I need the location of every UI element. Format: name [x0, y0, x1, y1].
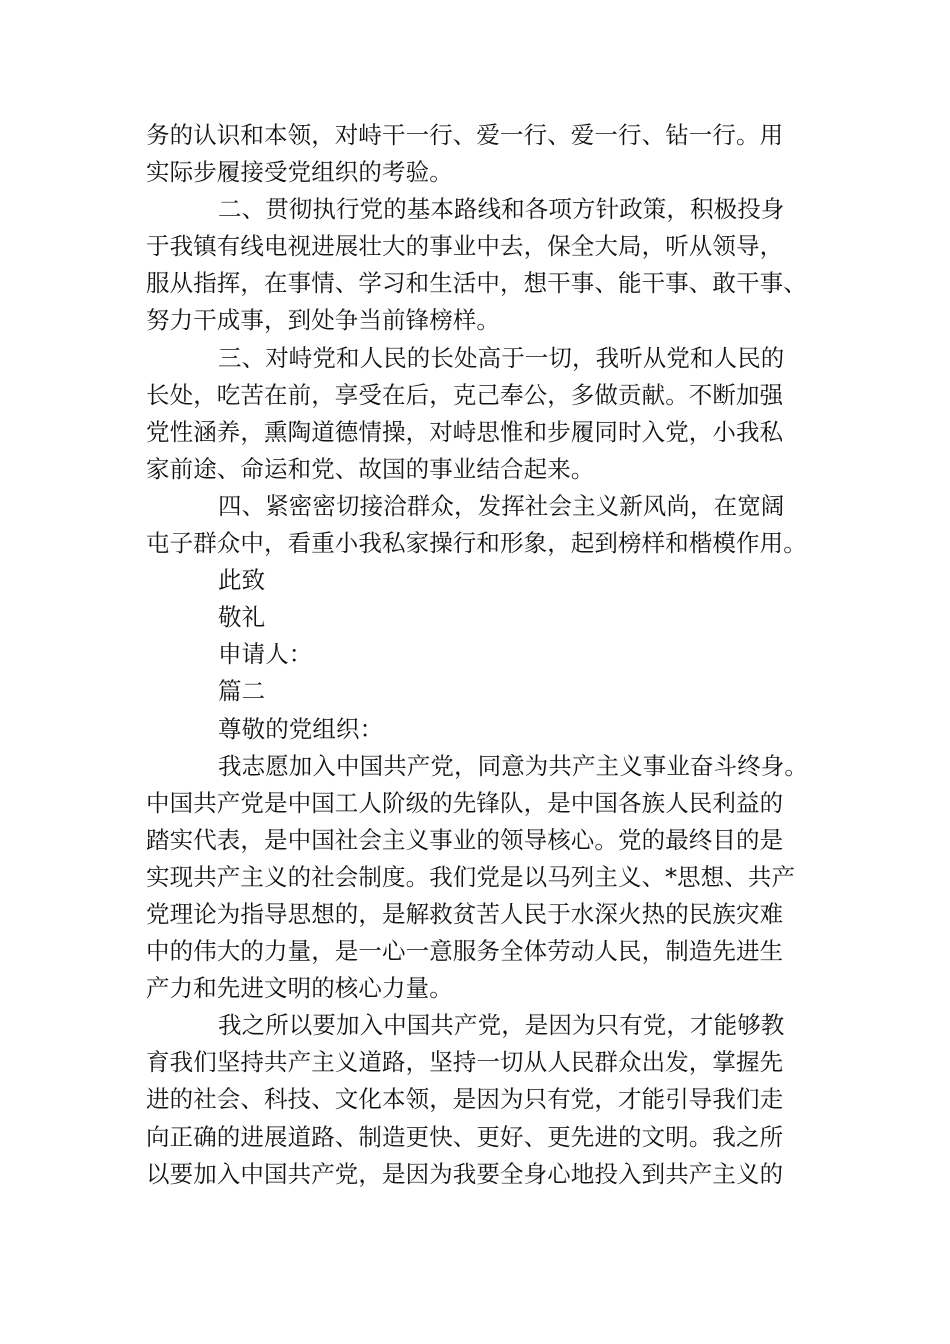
salutation-line: 敬礼	[218, 603, 266, 632]
text-line: 党理论为指导思想的，是解救贫苦人民于水深火热的民族灾难	[146, 899, 784, 928]
text-line: 中的伟大的力量，是一心一意服务全体劳动人民，制造先进生	[146, 937, 784, 966]
text-line: 家前途、命运和党、故国的事业结合起来。	[146, 454, 595, 483]
paragraph-start: 四、紧密密切接洽群众，发挥社会主义新风尚，在宽阔	[218, 491, 785, 520]
applicant-line: 申请人：	[218, 640, 313, 669]
paragraph-start: 三、对峙党和人民的长处高于一切，我听从党和人民的	[218, 343, 785, 372]
text-line: 育我们坚持共产主义道路，坚持一切从人民群众出发，掌握先	[146, 1048, 784, 1077]
text-line: 踏实代表，是中国社会主义事业的领导核心。党的最终目的是	[146, 825, 784, 854]
text-line: 中国共产党是中国工人阶级的先锋队，是中国各族人民利益的	[146, 788, 784, 817]
greeting-line: 尊敬的党组织：	[218, 714, 384, 743]
text-line: 于我镇有线电视进展壮大的事业中去，保全大局，听从领导，	[146, 232, 784, 261]
text-line: 产力和先进文明的核心力量。	[146, 974, 453, 1003]
section-heading: 篇二	[218, 677, 266, 706]
closing-line: 此致	[218, 566, 266, 595]
text-line: 努力干成事，到处争当前锋榜样。	[146, 306, 500, 335]
document-body	[146, 117, 814, 1193]
paragraph-start: 我之所以要加入中国共产党，是因为只有党，才能够教	[218, 1011, 785, 1040]
paragraph-start: 我志愿加入中国共产党，同意为共产主义事业奋斗终身。	[218, 751, 808, 780]
text-line: 党性涵养，熏陶道德情操，对峙思惟和步履同时入党，小我私	[146, 417, 784, 446]
text-line: 以要加入中国共产党，是因为我要全身心地投入到共产主义的	[146, 1159, 784, 1188]
text-line: 服从指挥，在事情、学习和生活中，想干事、能干事、敢干事、	[146, 269, 807, 298]
text-line: 长处，吃苦在前，享受在后，克己奉公，多做贡献。不断加强	[146, 380, 784, 409]
text-line: 屯子群众中，看重小我私家操行和形象，起到榜样和楷模作用。	[146, 529, 807, 558]
text-line: 进的社会、科技、文化本领，是因为只有党，才能引导我们走	[146, 1085, 784, 1114]
text-line: 实现共产主义的社会制度。我们党是以马列主义、*思想、共产	[146, 862, 796, 891]
paragraph-start: 二、贯彻执行党的基本路线和各项方针政策，积极投身	[218, 195, 785, 224]
text-line: 向正确的进展道路、制造更快、更好、更先进的文明。我之所	[146, 1122, 784, 1151]
text-line: 务的认识和本领，对峙干一行、爱一行、爱一行、钻一行。用	[146, 121, 784, 149]
text-line: 实际步履接受党组织的考验。	[146, 158, 453, 187]
